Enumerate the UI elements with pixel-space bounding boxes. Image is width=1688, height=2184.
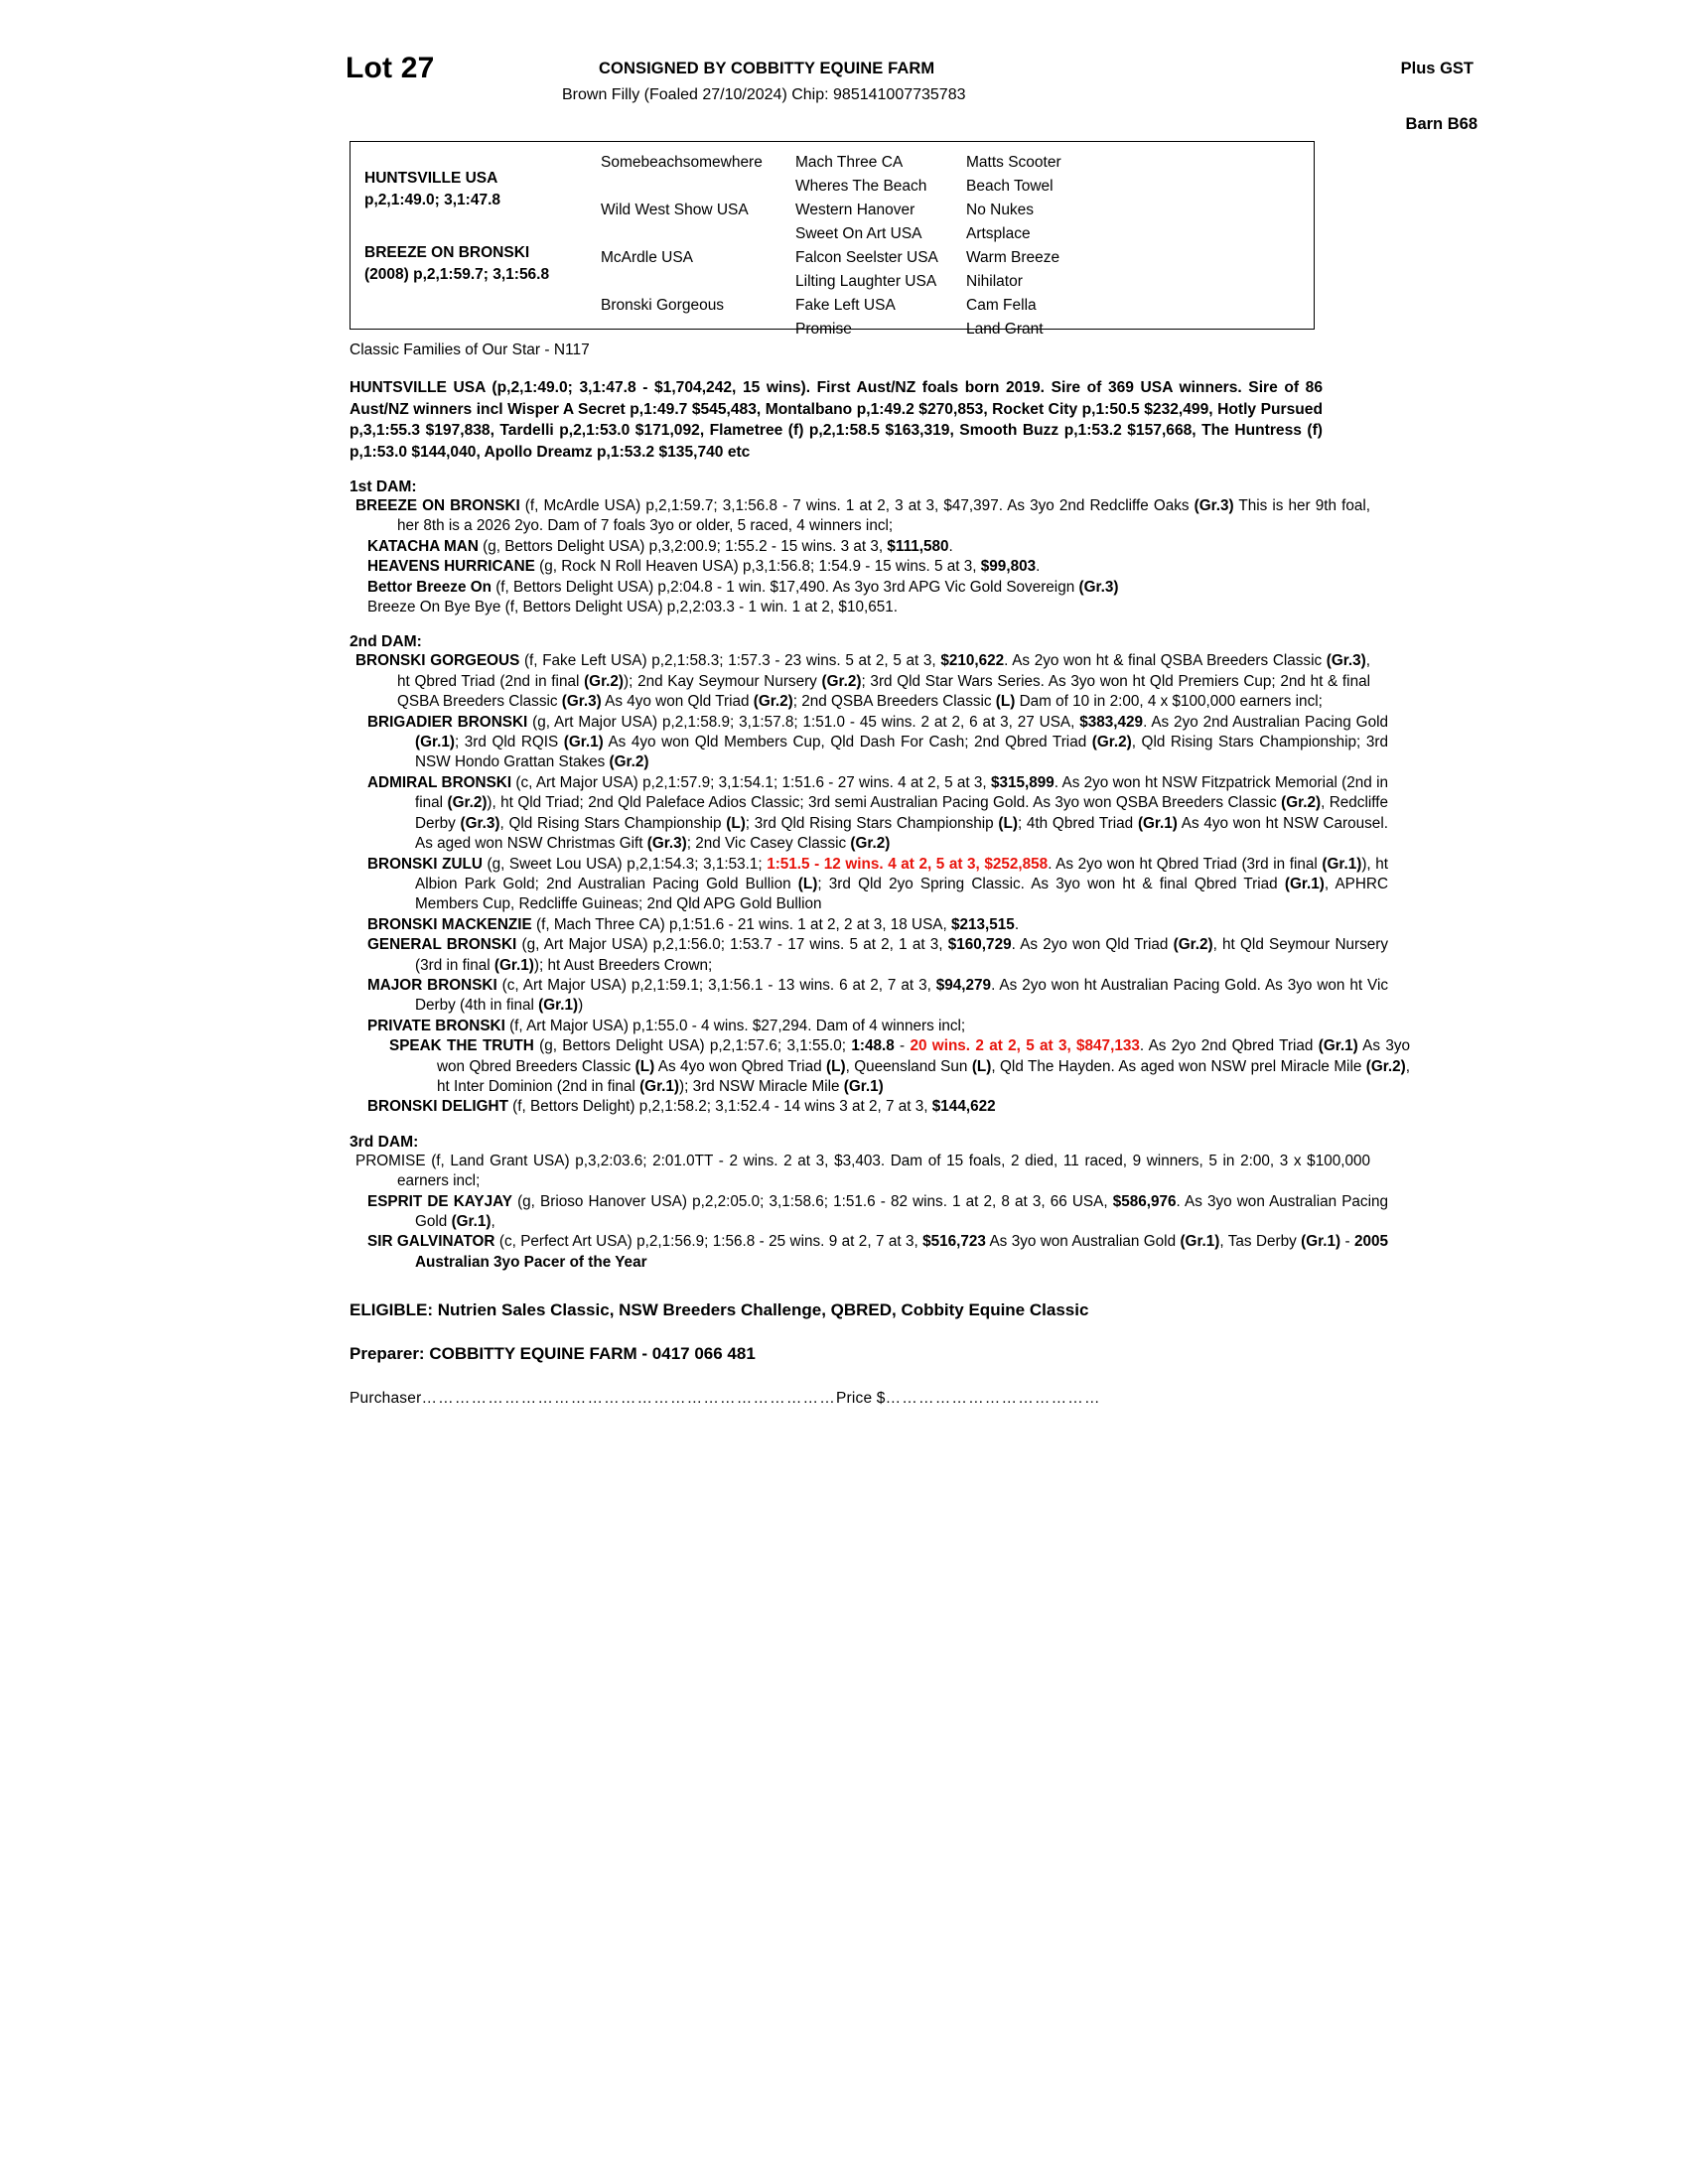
third-dam-main-entry xyxy=(350,1152,1370,1192)
second-dam-heading: 2nd DAM: xyxy=(350,633,422,651)
list-item xyxy=(350,557,1388,577)
pedigree-cell: Lilting Laughter USA xyxy=(795,273,937,290)
list-item xyxy=(350,537,1388,557)
list-item xyxy=(350,598,1388,617)
progeny-name: BRONSKI ZULU xyxy=(367,855,483,873)
preparer-line: Preparer: COBBITTY EQUINE FARM - 0417 066 481 xyxy=(350,1344,756,1364)
third-dam-text: (f, Land Grant USA) p,3,2:03.6; 2:01.0TT - 2 wins. 2 at 3, $3,403. Dam of 15 foals, 2 died, 11 raced, 9 winners, 5 in 2:00, 3 x $100,000 earners incl; xyxy=(397,1152,1370,1190)
pedigree-cell: Fake Left USA xyxy=(795,297,896,314)
list-item xyxy=(350,773,1388,855)
pedigree-column-3 xyxy=(795,142,966,338)
consignor-line: CONSIGNED BY COBBITTY EQUINE FARM xyxy=(599,60,935,77)
progeny-text: (c, Art Major USA) p,2,1:57.9; 3,1:54.1; 1:51.6 - 27 wins. 4 at 2, 5 at 3, $315,899. As 2yo won ht NSW Fitzpatrick Memorial (2nd in final (Gr.2)), ht Qld Triad; 2nd Qld Paleface Adios Classic; 3rd semi Australian Pacing Gold. As 3yo won QSBA Breeders Classic (Gr.2), Redcliffe Derby (Gr.3), Qld Rising Stars Championship (L); 3rd Qld Rising Stars Championship (L); 4th Qbred Triad (Gr.1) As 4yo won ht NSW Carousel. As aged won NSW Christmas Gift (Gr.3); 2nd Vic Casey Classic (Gr.2) xyxy=(415,773,1389,853)
progeny-name: SPEAK THE TRUTH xyxy=(389,1037,534,1055)
pedigree-column-1 xyxy=(364,142,603,329)
progeny-name: KATACHA MAN xyxy=(367,537,479,555)
pedigree-column-2 xyxy=(601,142,807,329)
page-header xyxy=(346,44,1539,135)
progeny-name: BRONSKI DELIGHT xyxy=(367,1098,508,1116)
pedigree-cell: Beach Towel xyxy=(966,178,1054,195)
pedigree-column-4 xyxy=(966,142,1125,338)
pedigree-cell: Cam Fella xyxy=(966,297,1037,314)
progeny-name: PRIVATE BRONSKI xyxy=(367,1017,505,1034)
barn-label: Barn B68 xyxy=(1405,115,1477,133)
list-item xyxy=(350,1192,1388,1233)
purchaser-line xyxy=(350,1390,1539,1408)
first-dam-text-b: This is her 9th foal, her 8th is a 2026 2yo. Dam of 7 foals 3yo or older, 5 raced, 4 winners incl; xyxy=(397,497,1371,535)
progeny-text: (f, Bettors Delight USA) p,2,2:03.3 - 1 win. 1 at 2, $10,651. xyxy=(500,599,898,616)
progeny-text: (c, Art Major USA) p,2,1:59.1; 3,1:56.1 - 13 wins. 6 at 2, 7 at 3, $94,279. As 2yo won ht Australian Pacing Gold. As 3yo won ht Vic Derby (4th in final (Gr.1)) xyxy=(415,976,1389,1015)
list-item xyxy=(350,1232,1388,1273)
list-item xyxy=(350,855,1388,915)
list-item xyxy=(350,976,1388,1017)
list-item xyxy=(350,915,1388,935)
progeny-text: (g, Bettors Delight USA) p,3,2:00.9; 1:55.2 - 15 wins. 3 at 3, xyxy=(478,537,888,555)
pedigree-cell: Bronski Gorgeous xyxy=(601,297,725,314)
list-item xyxy=(350,578,1388,598)
progeny-name: HEAVENS HURRICANE xyxy=(367,558,535,576)
list-item xyxy=(350,713,1388,773)
price-dots[interactable]: ………………………………… xyxy=(885,1390,1101,1408)
progeny-name: SIR GALVINATOR xyxy=(367,1233,495,1251)
second-dam-text: (f, Fake Left USA) p,2,1:58.3; 1:57.3 - 23 wins. 5 at 2, 5 at 3, $210,622. As 2yo won ht & final QSBA Breeders Classic (Gr.3), ht Qbred Triad (2nd in final (Gr.2)); 2nd Kay Seymour Nursery (Gr.2); 3rd Qld Star Wars Series. As 3yo won ht Qld Premiers Cup; 2nd ht & final QSBA Breeders Classic (Gr.3) As 4yo won Qld Triad (Gr.2); 2nd QSBA Breeders Classic (L) Dam of 10 in 2:00, 4 x $100,000 earners incl; xyxy=(397,652,1370,711)
sire-name: HUNTSVILLE USA xyxy=(364,170,498,187)
eligible-line: ELIGIBLE: Nutrien Sales Classic, NSW Breeders Challenge, QBRED, Cobbity Equine Classic xyxy=(350,1300,1089,1320)
progeny-text-end: . xyxy=(948,537,953,555)
progeny-text: (c, Perfect Art USA) p,2,1:56.9; 1:56.8 - 25 wins. 9 at 2, 7 at 3, $516,723 As 3yo won Australian Gold (Gr.1), Tas Derby (Gr.1) - 2005 Australian 3yo Pacer of the Year xyxy=(415,1233,1388,1271)
progeny-text: (f, Bettors Delight) p,2,1:58.2; 3,1:52.4 - 14 wins 3 at 2, 7 at 3, $144,622 xyxy=(507,1098,996,1116)
pedigree-cell: Somebeachsomewhere xyxy=(601,154,763,171)
progeny-text: (f, Mach Three CA) p,1:51.6 - 21 wins. 1 at 2, 2 at 3, 18 USA, $213,515. xyxy=(531,915,1020,933)
pedigree-cell: Land Grant xyxy=(966,321,1044,338)
pedigree-cell: Sweet On Art USA xyxy=(795,225,922,242)
progeny-grade: (Gr.3) xyxy=(1078,578,1119,596)
first-dam-text-a: (f, McArdle USA) p,2,1:59.7; 3,1:56.8 - 7 wins. 1 at 2, 3 at 3, $47,397. As 3yo 2nd Redcliffe Oaks xyxy=(519,497,1195,514)
progeny-name: GENERAL BRONSKI xyxy=(367,936,517,954)
pedigree-cell: Artsplace xyxy=(966,225,1031,242)
progeny-name: ADMIRAL BRONSKI xyxy=(367,773,512,791)
classic-families-line: Classic Families of Our Star - N117 xyxy=(350,341,590,358)
first-dam-grade: (Gr.3) xyxy=(1194,497,1234,514)
progeny-name: BRIGADIER BRONSKI xyxy=(367,713,528,731)
progeny-name: MAJOR BRONSKI xyxy=(367,976,497,994)
purchaser-label: Purchaser xyxy=(350,1390,422,1408)
progeny-text: (g, Sweet Lou USA) p,2,1:54.3; 3,1:53.1; 1:51.5 - 12 wins. 4 at 2, 5 at 3, $252,858. As 2yo won ht Qbred Triad (3rd in final (Gr.1)), ht Albion Park Gold; 2nd Australian Pacing Gold Bullion (L); 3rd Qld 2yo Spring Classic. As 3yo won ht & final Qbred Triad (Gr.1), APHRC Members Cup, Redcliffe Guineas; 2nd Qld APG Gold Bullion xyxy=(415,855,1388,913)
progeny-name: ESPRIT DE KAYJAY xyxy=(367,1192,512,1210)
pedigree-table xyxy=(350,141,1315,338)
second-dam-main-entry xyxy=(350,651,1370,712)
progeny-text: (g, Brioso Hanover USA) p,2,2:05.0; 3,1:58.6; 1:51.6 - 82 wins. 1 at 2, 8 at 3, 66 USA, $586,976. As 3yo won Australian Pacing Gold (Gr.1), xyxy=(415,1192,1388,1230)
first-dam-name: BREEZE ON BRONSKI xyxy=(355,497,520,514)
progeny-text: (f, Art Major USA) p,1:55.0 - 4 wins. $27,294. Dam of 4 winners incl; xyxy=(504,1017,966,1034)
progeny-name: BRONSKI MACKENZIE xyxy=(367,915,532,933)
progeny-text: (g, Art Major USA) p,2,1:58.9; 3,1:57.8; 1:51.0 - 45 wins. 2 at 2, 6 at 3, 27 USA, $383,429. As 2yo 2nd Australian Pacing Gold (Gr.1); 3rd Qld RQIS (Gr.1) As 4yo won Qld Members Cup, Qld Dash For Cash; 2nd Qbred Triad (Gr.2), Qld Rising Stars Championship; 3rd NSW Hondo Grattan Stakes (Gr.2) xyxy=(415,713,1388,771)
progeny-text: (f, Bettors Delight USA) p,2:04.8 - 1 win. $17,490. As 3yo 3rd APG Vic Gold Sovereign xyxy=(491,578,1079,596)
purchaser-dots[interactable]: ………………………………………………………………… xyxy=(421,1390,836,1408)
pedigree-cell: Wild West Show USA xyxy=(601,202,749,218)
progeny-text: (g, Bettors Delight USA) p,2,1:57.6; 3,1:55.0; 1:48.8 - 20 wins. 2 at 2, 5 at 3, $847,133. As 2yo 2nd Qbred Triad (Gr.1) As 3yo won Qbred Breeders Classic (L) As 4yo won Qbred Triad (L), Queensland Sun (L), Qld The Hayden. As aged won NSW prel Miracle Mile (Gr.2), ht Inter Dominion (2nd in final (Gr.1)); 3rd NSW Miracle Mile (Gr.1) xyxy=(437,1037,1411,1095)
plus-gst-label: Plus GST xyxy=(1400,60,1474,77)
horse-description: Brown Filly (Foaled 27/10/2024) Chip: 985141007735783 xyxy=(562,86,966,103)
pedigree-cell: Mach Three CA xyxy=(795,154,904,171)
lot-number: Lot 27 xyxy=(346,52,435,84)
pedigree-cell: Western Hanover xyxy=(795,202,915,218)
progeny-name: Breeze On Bye Bye xyxy=(367,599,501,616)
pedigree-cell: Nihilator xyxy=(966,273,1023,290)
price-label: Price $ xyxy=(835,1390,886,1408)
pedigree-cell: McArdle USA xyxy=(601,249,694,266)
list-item xyxy=(350,1097,1388,1117)
second-dam-name: BRONSKI GORGEOUS xyxy=(355,652,520,670)
third-dam-heading: 3rd DAM: xyxy=(350,1133,419,1151)
pedigree-cell: No Nukes xyxy=(966,202,1035,218)
first-dam-main-entry xyxy=(350,496,1370,537)
list-item xyxy=(350,935,1388,976)
pedigree-cell: Falcon Seelster USA xyxy=(795,249,938,266)
progeny-text-end: . xyxy=(1036,558,1041,576)
progeny-name: Bettor Breeze On xyxy=(367,578,492,596)
progeny-text: (g, Rock N Roll Heaven USA) p,3,1:56.8; 1:54.9 - 15 wins. 5 at 3, xyxy=(534,558,981,576)
pedigree-cell: Wheres The Beach xyxy=(795,178,927,195)
pedigree-cell: Matts Scooter xyxy=(966,154,1061,171)
progeny-earnings: $111,580 xyxy=(887,537,949,555)
dam-name: BREEZE ON BRONSKI xyxy=(364,244,530,261)
pedigree-cell: Warm Breeze xyxy=(966,249,1060,266)
dam-record: (2008) p,2,1:59.7; 3,1:56.8 xyxy=(364,266,550,283)
list-item-sub xyxy=(350,1036,1410,1097)
third-dam-name: PROMISE xyxy=(355,1152,426,1169)
sire-paragraph: HUNTSVILLE USA (p,2,1:49.0; 3,1:47.8 - $1,704,242, 15 wins). First Aust/NZ foals born 2019. Sire of 369 USA winners. Sire of 86 Aust/NZ winners incl Wisper A Secret p,1:49.7 $545,483, Montalbano p,1:49.2 $270,853, Rocket City p,1:50.5 $232,499, Hotly Pursued p,3,1:55.3 $197,838, Tardelli p,2,1:53.0 $171,092, Flametree (f) p,2,1:58.5 $163,319, Smooth Buzz p,1:53.2 $157,668, The Huntress (f) p,1:53.0 $144,040, Apollo Dreamz p,1:53.2 $135,740 etc xyxy=(350,379,1323,461)
first-dam-heading: 1st DAM: xyxy=(350,478,417,495)
list-item xyxy=(350,1017,1388,1036)
pedigree-cell: Promise xyxy=(795,321,852,338)
progeny-earnings: $99,803 xyxy=(980,558,1037,576)
sire-record: p,2,1:49.0; 3,1:47.8 xyxy=(364,192,500,208)
progeny-text: (g, Art Major USA) p,2,1:56.0; 1:53.7 - 17 wins. 5 at 2, 1 at 3, $160,729. As 2yo won Qld Triad (Gr.2), ht Qld Seymour Nursery (3rd in final (Gr.1)); ht Aust Breeders Crown; xyxy=(415,936,1388,974)
